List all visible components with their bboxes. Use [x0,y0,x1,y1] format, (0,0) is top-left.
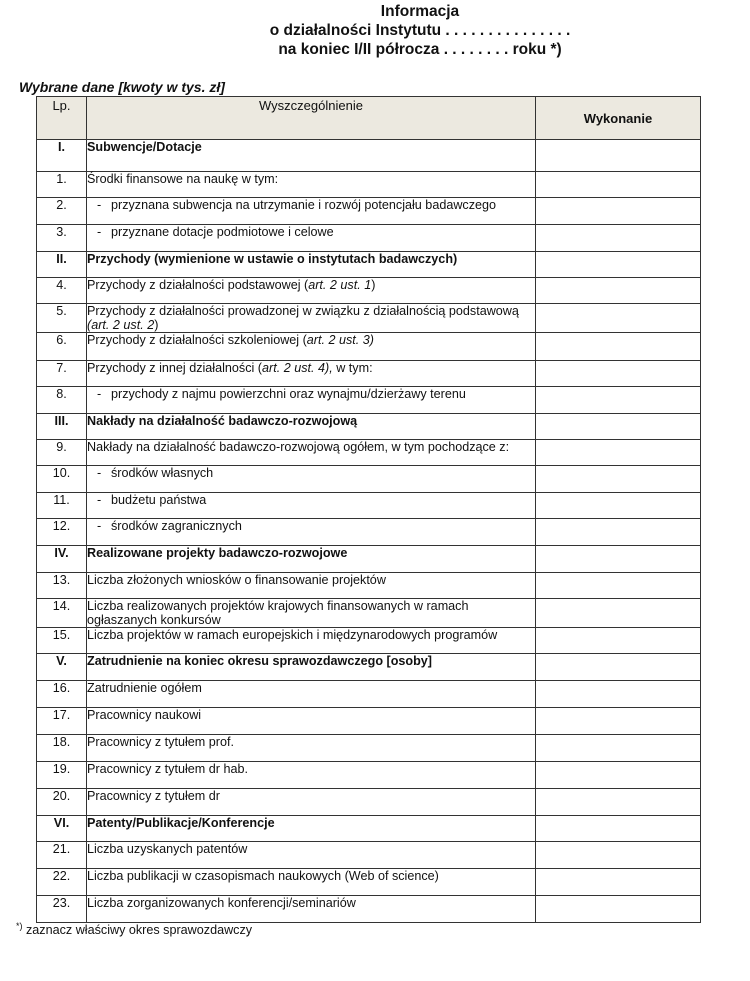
row-number: 17. [37,708,87,735]
row-number: III. [37,414,87,440]
table-row [37,466,701,493]
row-description [87,140,536,172]
bullet-dash: - [97,225,102,239]
row-number: 19. [37,762,87,789]
row-text: Subwencje/Dotacje [87,140,202,154]
row-number: 4. [37,278,87,304]
row-description [87,896,536,923]
bullet-dash: - [97,493,102,507]
row-text: Pracownicy z tytułem dr [87,789,220,803]
row-number: 7. [37,361,87,387]
row-number: 6. [37,333,87,361]
row-description [87,708,536,735]
value-cell[interactable] [536,304,701,333]
value-cell[interactable] [536,278,701,304]
row-text: Nakłady na działalność badawczo-rozwojową ogółem, w tym pochodzące z: [87,440,510,454]
table-row [37,361,701,387]
value-cell[interactable] [536,252,701,278]
row-description [87,546,536,573]
row-description [87,333,536,361]
table-row [37,628,701,654]
section-row [37,546,701,573]
row-text: Zatrudnienie na koniec okresu sprawozdawczego [osoby] [87,654,432,668]
row-text: Liczba realizowanych projektów krajowych finansowanych w ramach ogłaszanych konkursów [87,599,469,627]
row-number: 1. [37,172,87,198]
row-description [87,198,536,225]
table-row [37,333,701,361]
row-text: Przychody z działalności prowadzonej w związku z działalnością podstawową [87,304,519,318]
table-body [37,140,701,923]
row-number: 8. [37,387,87,414]
table-row [37,493,701,519]
row-text: środków własnych [111,466,214,480]
row-description [87,440,536,466]
row-number: V. [37,654,87,681]
row-text: Przychody (wymienione w ustawie o instytutach badawczych) [87,252,458,266]
title-line-2: o działalności Instytutu . . . . . . . . . . . . . . . [269,22,571,39]
title-line-3: na koniec I/II półrocza . . . . . . . . roku *) [278,41,562,58]
row-number: 5. [37,304,87,333]
row-number: 23. [37,896,87,923]
footnote [16,921,252,937]
row-description [87,387,536,414]
row-number: 12. [37,519,87,546]
table-row [37,896,701,923]
table-row [37,708,701,735]
value-cell[interactable] [536,816,701,842]
row-number: 11. [37,493,87,519]
value-cell[interactable] [536,654,701,681]
row-number: VI. [37,816,87,842]
value-cell[interactable] [536,225,701,252]
row-text: Zatrudnienie ogółem [87,681,202,695]
table-row [37,762,701,789]
row-text-tail: ) [371,278,376,292]
row-description [87,519,536,546]
row-description [87,278,536,304]
row-text: przychody z najmu powierzchni oraz wynajmu/dzierżawy terenu [111,387,466,401]
row-number: 3. [37,225,87,252]
table-row [37,278,701,304]
row-text: Liczba zorganizowanych konferencji/seminariów [87,896,356,910]
section-row [37,816,701,842]
table-row [37,842,701,869]
row-number: 9. [37,440,87,466]
value-cell[interactable] [536,573,701,599]
row-text: Realizowane projekty badawczo-rozwojowe [87,546,348,560]
value-cell[interactable] [536,628,701,654]
value-cell[interactable] [536,493,701,519]
row-number: 13. [37,573,87,599]
value-cell[interactable] [536,681,701,708]
row-text: Pracownicy z tytułem prof. [87,735,234,749]
legal-reference: (art. 2 ust. 2 [87,318,155,332]
row-description [87,172,536,198]
row-number: I. [37,140,87,172]
row-number: 21. [37,842,87,869]
row-description [87,361,536,387]
row-description [87,869,536,896]
section-row [37,414,701,440]
bullet-dash: - [97,466,102,480]
row-description [87,789,536,816]
row-number: 16. [37,681,87,708]
table-row [37,440,701,466]
row-text-tail: ) [154,318,159,332]
row-number: 22. [37,869,87,896]
row-text: Liczba uzyskanych patentów [87,842,248,856]
value-cell[interactable] [536,333,701,361]
value-cell[interactable] [536,869,701,896]
table-row [37,735,701,762]
row-description [87,628,536,654]
row-description [87,414,536,440]
document-title [0,2,750,59]
value-cell[interactable] [536,842,701,869]
footnote-mark: *) [16,921,23,931]
value-cell[interactable] [536,896,701,923]
table-row [37,519,701,546]
table-row [37,599,701,628]
value-cell[interactable] [536,466,701,493]
row-number: 14. [37,599,87,628]
section-row [37,252,701,278]
value-cell[interactable] [536,172,701,198]
value-cell[interactable] [536,599,701,628]
row-text: Przychody z działalności podstawowej ( [87,278,309,292]
row-number: 20. [37,789,87,816]
column-header-description: Wyszczególnienie [87,97,536,140]
section-row [37,140,701,172]
value-cell[interactable] [536,440,701,466]
table-row [37,198,701,225]
row-text: Liczba publikacji w czasopismach naukowych (Web of science) [87,869,439,883]
section-row [37,654,701,681]
row-description [87,493,536,519]
value-cell[interactable] [536,789,701,816]
row-number: 15. [37,628,87,654]
row-text: środków zagranicznych [111,519,242,533]
value-cell[interactable] [536,361,701,387]
title-line-1: Informacja [380,3,460,20]
row-number: II. [37,252,87,278]
row-number: IV. [37,546,87,573]
table-header-row [37,97,701,140]
row-text: Przychody z działalności szkoleniowej ( [87,333,307,347]
row-description [87,252,536,278]
value-cell[interactable] [536,546,701,573]
row-number: 18. [37,735,87,762]
row-text: budżetu państwa [111,493,207,507]
row-number: 2. [37,198,87,225]
value-cell[interactable] [536,762,701,789]
row-description [87,735,536,762]
row-number: 10. [37,466,87,493]
value-cell[interactable] [536,140,701,172]
value-cell[interactable] [536,735,701,762]
row-description [87,304,536,333]
row-text: Patenty/Publikacje/Konferencje [87,816,275,830]
table-row [37,225,701,252]
column-header-value: Wykonanie [536,97,701,140]
value-cell[interactable] [536,387,701,414]
value-cell[interactable] [536,198,701,225]
legal-reference: art. 2 ust. 3) [306,333,374,347]
bullet-dash: - [97,198,102,212]
bullet-dash: - [97,387,102,401]
row-text: Przychody z innej działalności ( [87,361,262,375]
row-description [87,599,536,628]
legal-reference: art. 2 ust. 4), [262,361,333,375]
table-row [37,172,701,198]
row-text: Liczba projektów w ramach europejskich i międzynarodowych programów [87,628,498,642]
legal-reference: art. 2 ust. 1 [308,278,372,292]
table-row [37,387,701,414]
row-description [87,573,536,599]
value-cell[interactable] [536,708,701,735]
value-cell[interactable] [536,414,701,440]
row-description [87,466,536,493]
table-caption: Wybrane dane [kwoty w tys. zł] [19,79,225,95]
row-description [87,842,536,869]
table-row [37,573,701,599]
row-text: Liczba złożonych wniosków o finansowanie projektów [87,573,386,587]
row-text: Pracownicy naukowi [87,708,202,722]
row-description [87,681,536,708]
row-text: przyznane dotacje podmiotowe i celowe [111,225,334,239]
column-header-lp: Lp. [37,97,87,140]
row-description [87,816,536,842]
table-row [37,681,701,708]
bullet-dash: - [97,519,102,533]
row-text: Pracownicy z tytułem dr hab. [87,762,248,776]
row-description [87,654,536,681]
value-cell[interactable] [536,519,701,546]
row-text-tail: w tym: [332,361,373,375]
table-row [37,304,701,333]
row-text: przyznana subwencja na utrzymanie i rozwój potencjału badawczego [111,198,497,212]
table-row [37,869,701,896]
row-text: Środki finansowe na naukę w tym: [87,172,279,186]
data-table [36,96,701,923]
row-text: Nakłady na działalność badawczo-rozwojową [87,414,358,428]
table-row [37,789,701,816]
footnote-text: zaznacz właściwy okres sprawozdawczy [22,923,253,938]
row-description [87,762,536,789]
row-description [87,225,536,252]
